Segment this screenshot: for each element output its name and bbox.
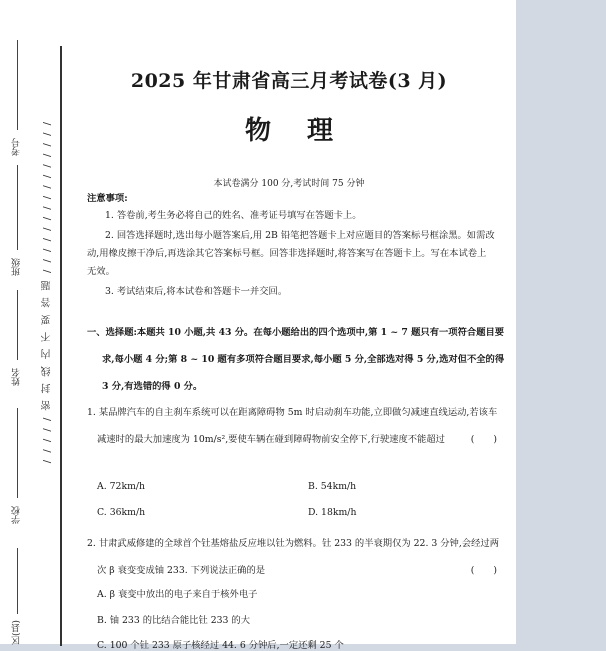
gutter-label-school: 学校 [12, 506, 22, 524]
exam-info: 本试卷满分 100 分,考试时间 75 分钟 [213, 179, 365, 189]
option-d: D. 18km/h [308, 507, 357, 518]
fill-line [17, 290, 18, 360]
section-heading: 一、选择题:本题共 10 小题,共 43 分。在每小题给出的四个选项中,第 1 ~ 7 题只有一项符合题目要求,每小题 4 分;第 8 ~ 10 题有多项符合题目要求,每小题 5 分,全部选对得 5 分,选对但不全的得 3 分,有选错的得 0 分。 [87, 327, 505, 392]
question-stem: 1. 某品牌汽车的自主刹车系统可以在距离障碍物 5m 时启动刹车功能,立即做匀减速直线运动,若该车减速时的最大加速度为 10m/s²,要使车辆在碰到障碍物前安全停下,行驶速度不能超过 [87, 407, 498, 445]
option-c: C. 36km/h [97, 507, 146, 518]
notice-item: 1. 答卷前,考生务必将自己的姓名、准考证号填写在答题卡上。 [105, 210, 362, 221]
seal-line-notice: / / / / / 密 封 线 内 不 要 答 题 / / / / / / / / / / / / / / / [42, 120, 53, 464]
question-stem: 2. 甘肃武威修建的全球首个钍基熔盐反应堆以钍为燃料。钍 233 的半衰期仅为 22. 3 分钟,会经过两次 β 衰变变成铀 233. 下列说法正确的是 [87, 538, 499, 576]
gutter-label-exam-number: 考号 [12, 138, 22, 156]
notice-item: 3. 考试结束后,将本试卷和答题卡一并交回。 [105, 286, 288, 297]
answer-parentheses: ( ) [470, 565, 505, 576]
gutter-label-name: 姓名 [12, 368, 22, 386]
fill-line [17, 548, 18, 614]
notice-item: 2. 回答选择题时,选出每小题答案后,用 2B 铅笔把答题卡上对应题目的答案标号框涂黑。如需改动,用橡皮擦干净后,再选涂其它答案标号框。回答非选择题时,将答案写在答题卡上。写在本试卷上无效。 [87, 230, 495, 277]
option-b: B. 54km/h [308, 481, 357, 492]
gutter-label-district: 区(县) [12, 620, 22, 646]
option-a: A. β 衰变中放出的电子来自于核外电子 [97, 589, 258, 600]
fill-line [17, 408, 18, 498]
question-1 [87, 399, 505, 453]
subject-title: 物理 [244, 116, 369, 146]
question-2 [87, 530, 505, 584]
exam-title: 2025 年甘肃省高三月考试卷(3 月) [130, 70, 448, 92]
viewer-background [516, 0, 606, 644]
option-c: C. 100 个钍 233 原子核经过 44. 6 分钟后,一定还剩 25 个 [97, 640, 344, 651]
gutter-label-class: 班级 [12, 258, 22, 276]
answer-parentheses: ( ) [470, 434, 505, 445]
option-a: A. 72km/h [97, 481, 146, 492]
notice-title: 注意事项: [87, 193, 128, 204]
option-b: B. 铀 233 的比结合能比钍 233 的大 [97, 615, 251, 626]
